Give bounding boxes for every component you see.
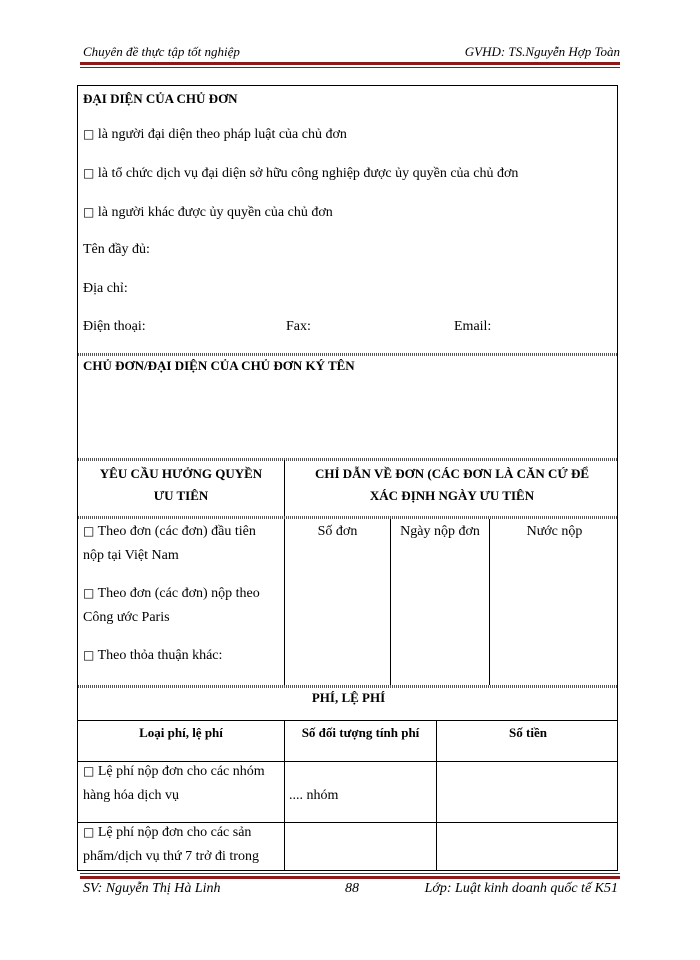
priority-option-other-label: Theo thỏa thuận khác: (97, 648, 223, 663)
priority-title-line2: ƯU TIÊN (153, 488, 209, 503)
section-divider (78, 458, 617, 461)
priority-option-first-filing-label2: nộp tại Việt Nam (83, 548, 179, 563)
phone-label: Điện thoại: (83, 319, 146, 334)
representative-option-ip-agency-label: là tổ chức dịch vụ đại diện sở hữu công nghiệp được ủy quyền của chủ đơn (97, 166, 519, 181)
fee-row-filing-groups-label1: Lệ phí nộp đơn cho các nhóm (97, 764, 265, 779)
header-left: Chuyên đề thực tập tốt nghiệp (83, 44, 240, 59)
column-header-filing-date: Ngày nộp đơn (400, 524, 480, 539)
representative-option-other[interactable] (83, 205, 333, 221)
signature-title: CHỦ ĐƠN/ĐẠI DIỆN CỦA CHỦ ĐƠN KÝ TÊN (83, 358, 355, 373)
row-divider (78, 761, 617, 762)
priority-option-first-filing-label1: Theo đơn (các đơn) đầu tiên (97, 524, 256, 539)
fees-column-type: Loại phí, lệ phí (139, 725, 223, 740)
priority-option-other[interactable] (83, 648, 222, 664)
header-rule-thin (80, 67, 620, 68)
form-table (77, 85, 618, 871)
checkbox-icon[interactable]: □ (83, 764, 95, 778)
footer-student: SV: Nguyễn Thị Hà Linh (83, 881, 221, 896)
priority-option-paris-label1: Theo đơn (các đơn) nộp theo (97, 586, 260, 601)
fee-row-extra-products-label1: Lệ phí nộp đơn cho các sản (97, 825, 252, 840)
representative-title: ĐẠI DIỆN CỦA CHỦ ĐƠN (83, 91, 238, 106)
fees-title: PHÍ, LỆ PHÍ (311, 690, 386, 705)
checkbox-icon[interactable]: □ (83, 648, 95, 662)
representative-option-ip-agency[interactable] (83, 166, 518, 182)
column-header-application-number: Số đơn (317, 524, 358, 539)
row-divider (78, 822, 617, 823)
checkbox-icon[interactable]: □ (83, 205, 95, 219)
column-header-filing-country: Nước nộp (526, 524, 583, 539)
row-divider (78, 720, 617, 721)
footer-class: Lớp: Luật kinh doanh quốc tế K51 (424, 881, 618, 896)
checkbox-icon[interactable]: □ (83, 524, 95, 538)
checkbox-icon[interactable]: □ (83, 127, 95, 141)
fee-row-filing-groups[interactable] (83, 764, 265, 780)
section-divider (78, 685, 617, 688)
fees-column-count: Số đối tượng tính phí (301, 725, 420, 740)
fee-row-extra-products-label2: phẩm/dịch vụ thứ 7 trở đi trong (83, 849, 259, 864)
checkbox-icon[interactable]: □ (83, 586, 95, 600)
column-divider (436, 721, 437, 871)
representative-option-legal[interactable] (83, 127, 347, 143)
fees-column-amount: Số tiền (509, 725, 547, 740)
full-name-label: Tên đầy đủ: (83, 242, 150, 257)
priority-option-first-filing[interactable] (83, 524, 256, 540)
column-divider (390, 519, 391, 685)
section-divider (78, 353, 617, 356)
representative-option-legal-label: là người đại diện theo pháp luật của chủ đơn (97, 127, 347, 142)
representative-option-other-label: là người khác được ủy quyền của chủ đơn (97, 205, 333, 220)
priority-reference-title-line1: CHỈ DẪN VỀ ĐƠN (CÁC ĐƠN LÀ CĂN CỨ ĐỂ (314, 466, 590, 481)
checkbox-icon[interactable]: □ (83, 166, 95, 180)
priority-option-paris-label2: Công ước Paris (83, 610, 170, 625)
priority-reference-title-line2: XÁC ĐỊNH NGÀY ƯU TIÊN (369, 488, 535, 503)
footer-rule (80, 876, 620, 879)
fee-row-extra-products[interactable] (83, 825, 251, 841)
fax-label: Fax: (286, 319, 311, 334)
fee-row-filing-groups-count: .... nhóm (289, 788, 339, 803)
address-label: Địa chỉ: (83, 281, 128, 296)
section-divider (78, 516, 617, 519)
column-divider (284, 721, 285, 871)
email-label: Email: (454, 319, 492, 334)
checkbox-icon[interactable]: □ (83, 825, 95, 839)
header-rule (80, 62, 620, 65)
footer-rule-thin (80, 873, 620, 874)
column-divider (489, 519, 490, 685)
priority-option-paris[interactable] (83, 586, 260, 602)
footer-page-number: 88 (345, 881, 359, 896)
priority-title-line1: YÊU CẦU HƯỞNG QUYỀN (99, 466, 263, 481)
header-right: GVHD: TS.Nguyễn Hợp Toàn (464, 44, 620, 59)
fee-row-filing-groups-label2: hàng hóa dịch vụ (83, 788, 180, 803)
